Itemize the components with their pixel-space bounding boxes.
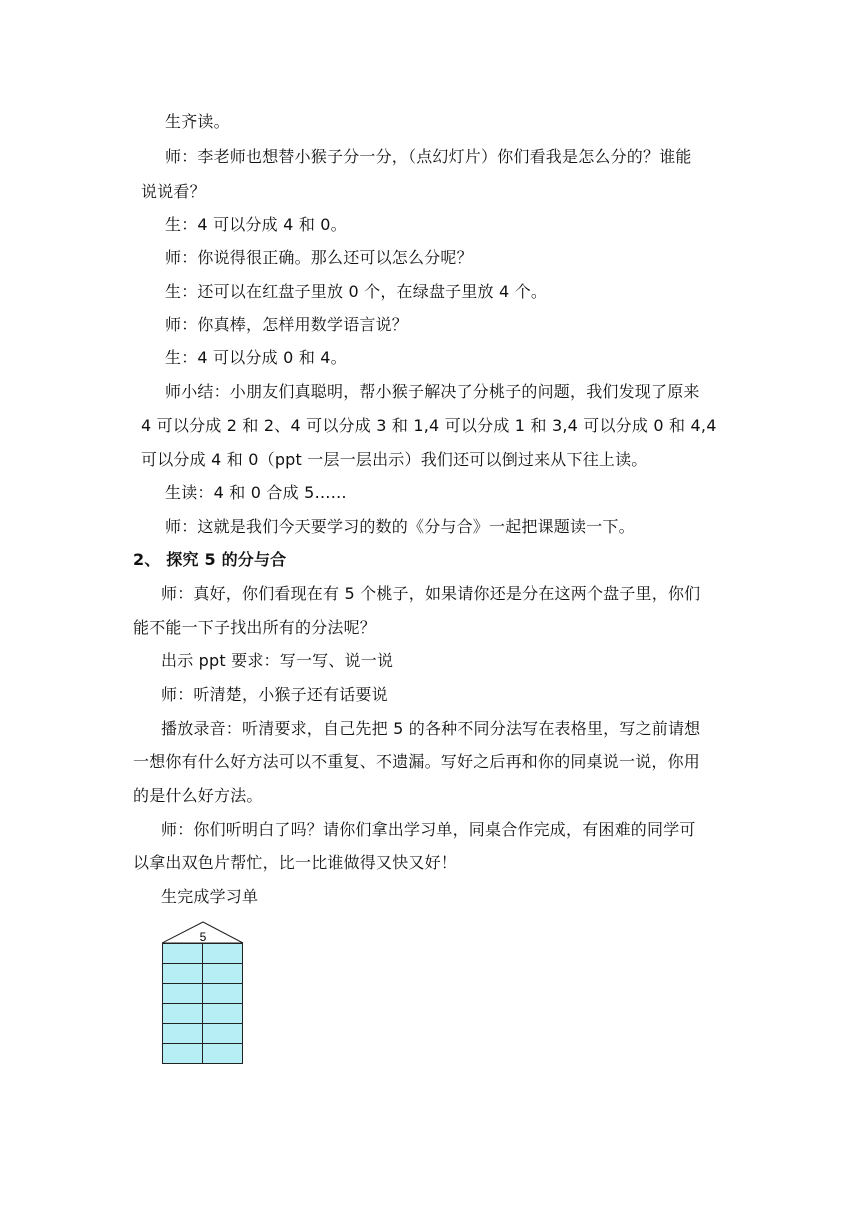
house-cell[interactable] xyxy=(203,1024,243,1044)
text-line: 师小结：小朋友们真聪明，帮小猴子解决了分桃子的问题，我们发现了原来 xyxy=(165,382,700,401)
text-line: 师：李老师也想替小猴子分一分，（点幻灯片）你们看我是怎么分的？谁能 xyxy=(165,147,692,166)
text-line: 播放录音：听清要求，自己先把 5 的各种不同分法写在表格里，写之前请想 xyxy=(161,719,701,738)
house-grid xyxy=(163,944,243,1064)
house-cell[interactable] xyxy=(163,964,203,984)
text-line: 师：你说得很正确。那么还可以怎么分呢？ xyxy=(165,248,473,267)
text-line: 一想你有什么好方法可以不重复、不遗漏。写好之后再和你的同桌说一说，你用 xyxy=(133,752,701,771)
house-cell[interactable] xyxy=(203,1044,243,1064)
text-line: 以拿出双色片帮忙，比一比谁做得又快又好！ xyxy=(133,853,458,872)
house-cell[interactable] xyxy=(163,944,203,964)
text-line: 生：4 可以分成 4 和 0。 xyxy=(165,215,347,234)
text-line: 生：还可以在红盘子里放 0 个，在绿盘子里放 4 个。 xyxy=(165,282,548,301)
house-cell[interactable] xyxy=(203,1004,243,1024)
text-line: 生齐读。 xyxy=(165,112,230,131)
house-cell[interactable] xyxy=(203,984,243,1004)
house-cell[interactable] xyxy=(203,944,243,964)
house-cell[interactable] xyxy=(163,1044,203,1064)
house-cell[interactable] xyxy=(163,1024,203,1044)
text-line: 生读：4 和 0 合成 5…… xyxy=(165,483,347,502)
text-line: 师：你们听明白了吗？请你们拿出学习单，同桌合作完成，有困难的同学可 xyxy=(161,820,696,839)
text-line: 出示 ppt 要求：写一写、说一说 xyxy=(161,651,394,670)
text-line: 师：这就是我们今天要学习的数的《分与合》一起把课题读一下。 xyxy=(165,517,635,536)
text-line: 生：4 可以分成 0 和 4。 xyxy=(165,348,347,367)
roof-number: 5 xyxy=(199,930,207,944)
text-line: 师：听清楚，小猴子还有话要说 xyxy=(161,685,388,704)
text-line: 4 可以分成 2 和 2、4 可以分成 3 和 1,4 可以分成 1 和 3,4 可以分成 0 和 4,4 xyxy=(141,416,717,435)
text-line: 能不能一下子找出所有的分法呢？ xyxy=(133,618,377,637)
text-line: 的是什么好方法。 xyxy=(133,786,263,805)
text-line: 可以分成 4 和 0（ppt 一层一层出示）我们还可以倒过来从下往上读。 xyxy=(141,450,648,469)
text-line: 说说看？ xyxy=(141,182,206,201)
house-cell[interactable] xyxy=(163,984,203,1004)
text-line: 师：真好，你们看现在有 5 个桃子，如果请你还是分在这两个盘子里，你们 xyxy=(161,584,701,603)
house-cell[interactable] xyxy=(163,1004,203,1024)
text-line: 生完成学习单 xyxy=(161,887,259,906)
house-cell[interactable] xyxy=(203,964,243,984)
text-line: 师：你真棒，怎样用数学语言说？ xyxy=(165,315,409,334)
number-house-svg xyxy=(162,921,244,1065)
number-house-diagram xyxy=(162,921,244,1065)
section-heading: 2、 探究 5 的分与合 xyxy=(133,550,287,569)
